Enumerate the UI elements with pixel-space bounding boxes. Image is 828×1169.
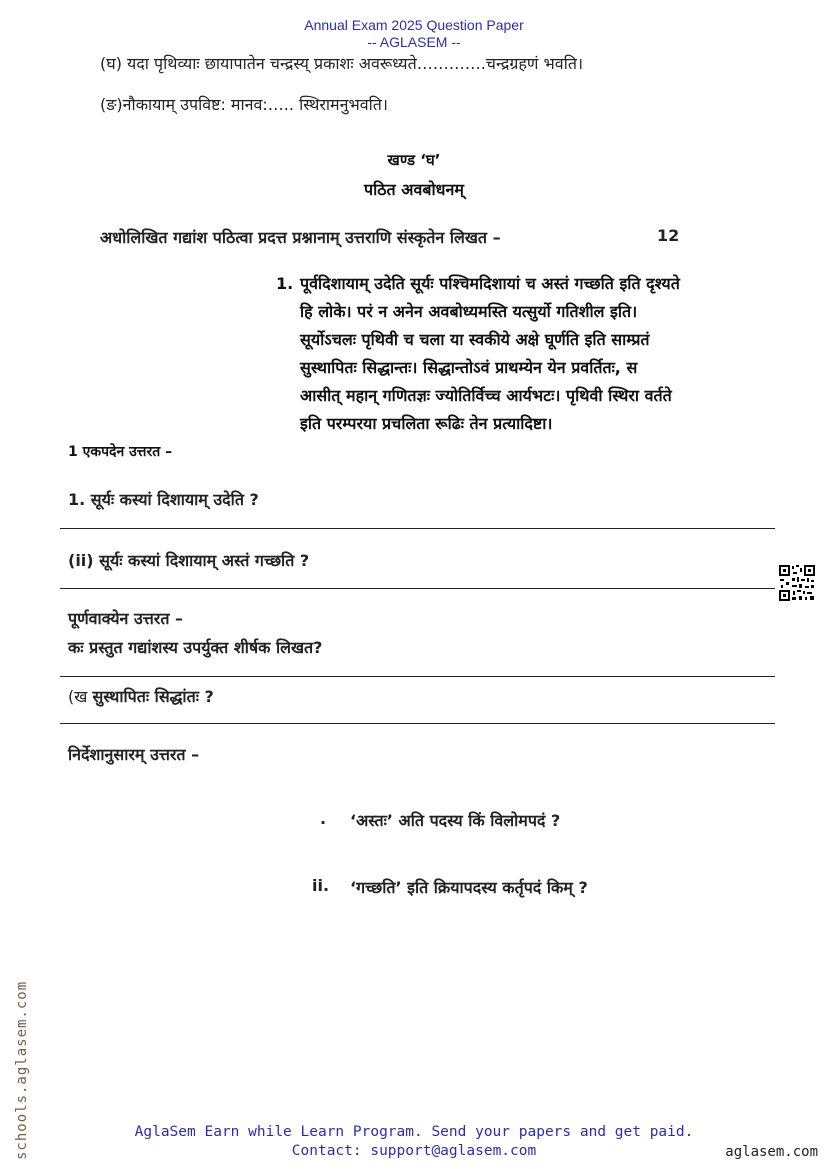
question-4-prefix: (ख — [68, 687, 88, 706]
question-6: ‘गच्छति’ इति क्रियापदस्य कर्तृपदं किम् ? — [350, 878, 588, 897]
answer-line — [60, 676, 775, 677]
heading-ekapadena: 1 एकपदेन उत्तरत – — [68, 444, 173, 460]
passage-line: आसीत् महान् गणितज्ञः ज्योतिर्विच्च आर्यभटः। पृथिवी स्थिरा वर्तते — [300, 386, 672, 405]
question-gha: (घ) यदा पृथिव्याः छायापातेन चन्द्रस्य् प्रकाशः अवरूध्यते………….चन्द्रग्रहणं भवति। — [100, 54, 584, 73]
passage-line: इति परम्परया प्रचलिता रूढिः तेन प्रत्यादिष्टा। — [300, 414, 553, 433]
passage — [276, 270, 776, 438]
passage-line: हि लोके। परं न अनेन अवबोध्यमस्ति यत्सुर्यो गतिशील इति। — [300, 302, 638, 321]
footer-site-link[interactable]: aglasem.com — [725, 1144, 818, 1160]
question-6-number: ii. — [312, 876, 330, 895]
question-2: (ii) सूर्यः कस्यां दिशायाम् अस्तं गच्छति ? — [68, 551, 310, 570]
header-title: Annual Exam 2025 Question Paper — [304, 17, 524, 33]
answer-line — [60, 588, 775, 589]
question-5-number: . — [320, 809, 327, 828]
footer-program: AglaSem Earn while Learn Program. Send your papers and get paid. — [134, 1124, 694, 1140]
question-1: 1. सूर्यः कस्यां दिशायाम् उदेति ? — [68, 490, 259, 509]
passage-line: सुस्थापितः सिद्धान्तः। सिद्धान्तोऽवं प्राथम्येन येन प्रवर्तितः, स — [300, 358, 638, 377]
question-4-text: सुस्थापितः सिद्धांतः ? — [92, 687, 214, 706]
section-subtitle: पठित अवबोधनम् — [364, 180, 464, 199]
question-5: ‘अस्तः’ अति पदस्य किं विलोमपदं ? — [350, 811, 561, 830]
qr-code-icon — [778, 564, 816, 602]
answer-line — [60, 723, 775, 724]
answer-line — [60, 528, 775, 529]
passage-line: सूर्योऽचलः पृथिवी च चला या स्वकीये अक्षे घूर्णति इति साम्प्रतं — [300, 330, 650, 349]
footer-contact[interactable]: Contact: support@aglasem.com — [291, 1143, 537, 1159]
passage-number: 1. — [276, 274, 294, 293]
section-title: खण्ड ‘घ’ — [387, 151, 441, 169]
side-watermark: schools.aglasem.com — [14, 980, 30, 1160]
heading-nirdesha: निर्देशानुसारम् उत्तरत – — [68, 745, 200, 764]
instruction-text: अधोलिखित गद्यांश पठित्वा प्रदत्त प्रश्नानाम् उत्तराणि संस्कृतेन लिखत – — [100, 228, 501, 247]
heading-purnavakyena: पूर्णवाक्येन उत्तरत – — [68, 609, 184, 628]
passage-line: पूर्वदिशायाम् उदेति सूर्यः पश्चिमदिशायां च अस्तं गच्छति इति दृश्यते — [300, 274, 680, 293]
question-4 — [68, 685, 214, 707]
header-subtitle: -- AGLASEM -- — [367, 34, 461, 50]
question-3: कः प्रस्तुत गद्यांशस्य उपर्युक्त शीर्षक लिखत? — [68, 638, 323, 657]
instruction-marks: 12 — [657, 226, 680, 245]
question-nga: (ङ)नौकायाम् उपविष्ट: मानव:….. स्थिरामनुभवति। — [100, 95, 388, 114]
